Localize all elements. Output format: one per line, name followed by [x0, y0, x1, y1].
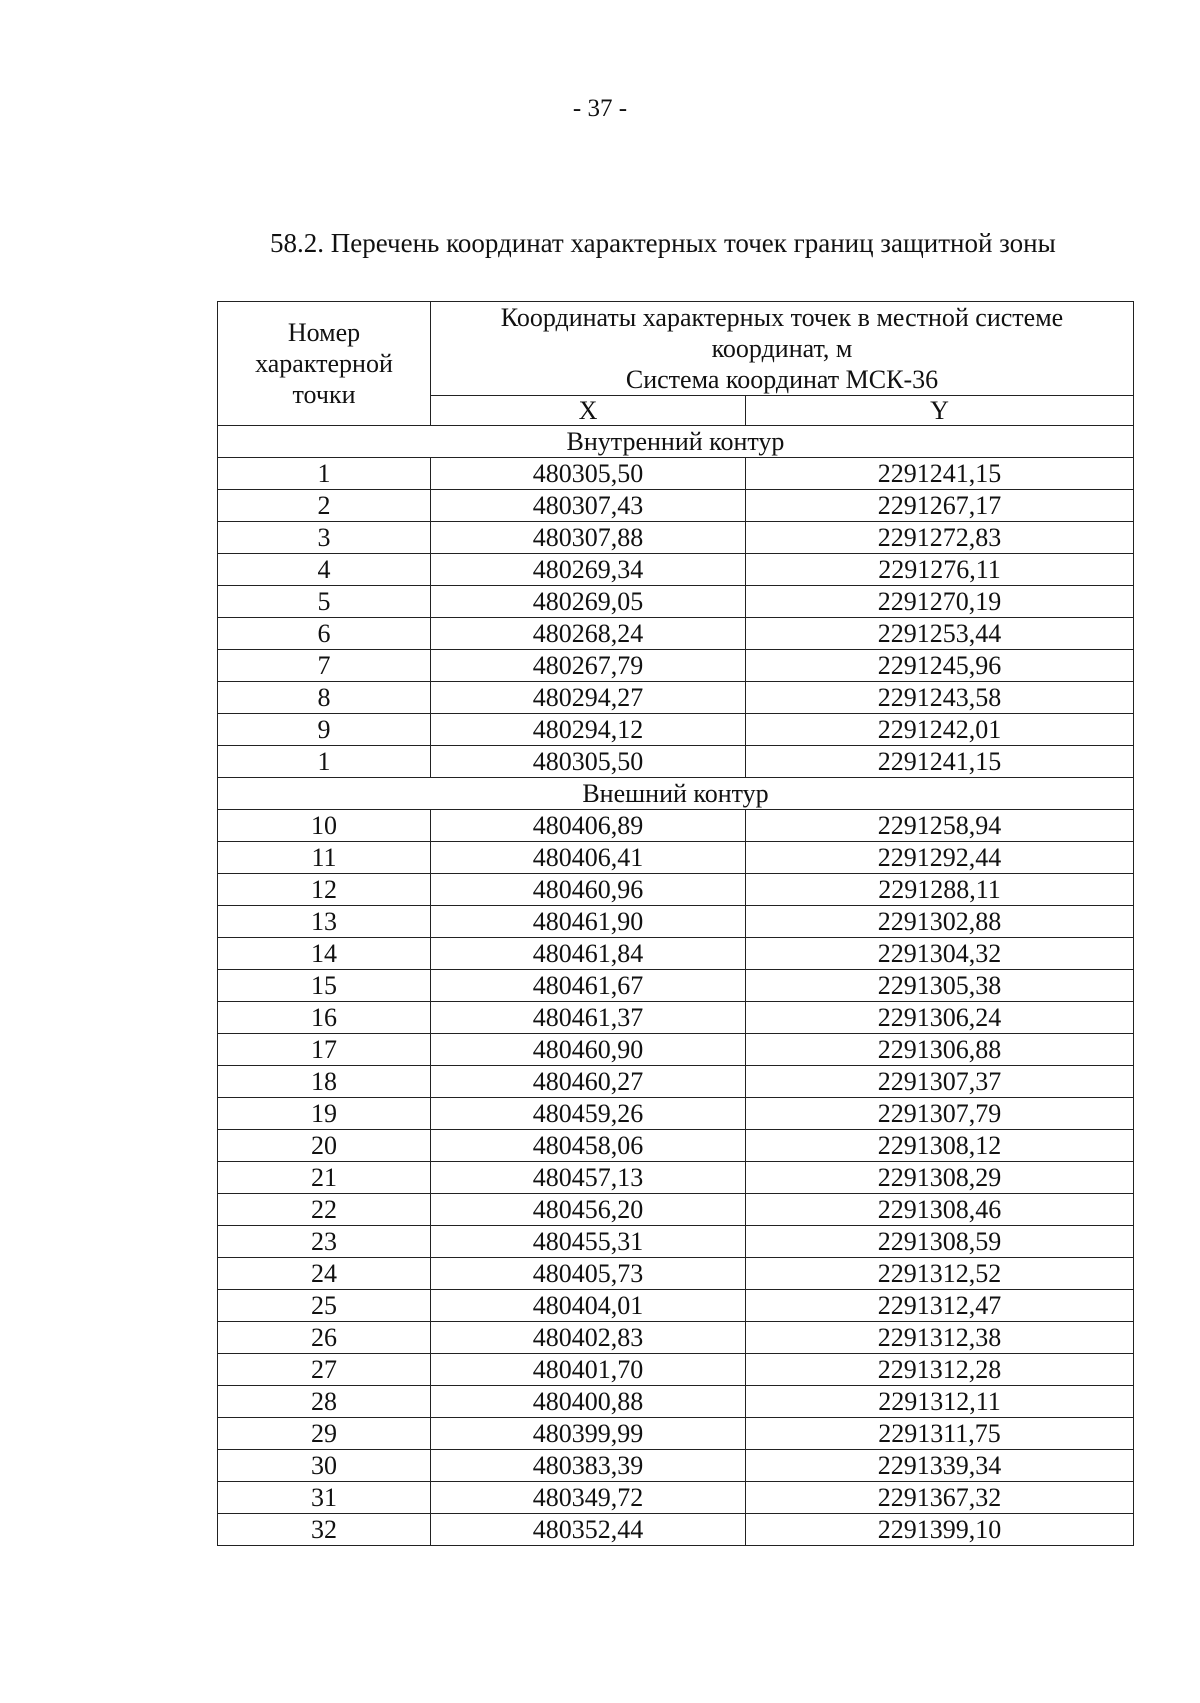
point-number-cell: 17	[218, 1034, 431, 1066]
y-coordinate-cell: 2291243,58	[746, 682, 1134, 714]
y-coordinate-cell: 2291292,44	[746, 842, 1134, 874]
y-coordinate-cell: 2291306,88	[746, 1034, 1134, 1066]
table-row	[218, 746, 1134, 778]
section-title: Внутренний контур	[218, 426, 1134, 458]
table-row	[218, 682, 1134, 714]
x-coordinate-cell: 480460,96	[431, 874, 746, 906]
y-coordinate-cell: 2291308,46	[746, 1194, 1134, 1226]
table-row	[218, 1098, 1134, 1130]
table-row	[218, 650, 1134, 682]
x-coordinate-cell: 480352,44	[431, 1514, 746, 1546]
y-coordinate-cell: 2291367,32	[746, 1482, 1134, 1514]
y-coordinate-cell: 2291311,75	[746, 1418, 1134, 1450]
x-coordinate-cell: 480400,88	[431, 1386, 746, 1418]
x-coordinate-cell: 480456,20	[431, 1194, 746, 1226]
x-coordinate-cell: 480401,70	[431, 1354, 746, 1386]
table-row	[218, 906, 1134, 938]
point-number-cell: 22	[218, 1194, 431, 1226]
x-coordinate-cell: 480461,37	[431, 1002, 746, 1034]
header-point-number-line: Номер	[287, 318, 361, 347]
x-coordinate-cell: 480406,89	[431, 810, 746, 842]
point-number-cell: 19	[218, 1098, 431, 1130]
y-coordinate-cell: 2291302,88	[746, 906, 1134, 938]
point-number-cell: 2	[218, 490, 431, 522]
y-coordinate-cell: 2291312,47	[746, 1290, 1134, 1322]
x-coordinate-cell: 480294,12	[431, 714, 746, 746]
table-row	[218, 490, 1134, 522]
y-coordinate-cell: 2291242,01	[746, 714, 1134, 746]
table-row	[218, 842, 1134, 874]
y-coordinate-cell: 2291308,29	[746, 1162, 1134, 1194]
table-row	[218, 1418, 1134, 1450]
y-coordinate-cell: 2291241,15	[746, 746, 1134, 778]
table-row	[218, 522, 1134, 554]
x-coordinate-cell: 480305,50	[431, 458, 746, 490]
point-number-cell: 8	[218, 682, 431, 714]
x-coordinate-cell: 480459,26	[431, 1098, 746, 1130]
x-coordinate-cell: 480460,27	[431, 1066, 746, 1098]
table-body	[218, 426, 1134, 1546]
point-number-cell: 25	[218, 1290, 431, 1322]
y-coordinate-cell: 2291270,19	[746, 586, 1134, 618]
section-title: Внешний контур	[218, 778, 1134, 810]
y-coordinate-cell: 2291305,38	[746, 970, 1134, 1002]
point-number-cell: 10	[218, 810, 431, 842]
y-coordinate-cell: 2291339,34	[746, 1450, 1134, 1482]
x-coordinate-cell: 480267,79	[431, 650, 746, 682]
x-coordinate-cell: 480406,41	[431, 842, 746, 874]
x-coordinate-cell: 480383,39	[431, 1450, 746, 1482]
x-coordinate-cell: 480294,27	[431, 682, 746, 714]
y-coordinate-cell: 2291312,11	[746, 1386, 1134, 1418]
y-coordinate-cell: 2291258,94	[746, 810, 1134, 842]
table-row	[218, 1226, 1134, 1258]
y-coordinate-cell: 2291307,37	[746, 1066, 1134, 1098]
point-number-cell: 15	[218, 970, 431, 1002]
table-row	[218, 938, 1134, 970]
point-number-cell: 6	[218, 618, 431, 650]
x-coordinate-cell: 480458,06	[431, 1130, 746, 1162]
point-number-cell: 16	[218, 1002, 431, 1034]
point-number-cell: 7	[218, 650, 431, 682]
point-number-cell: 21	[218, 1162, 431, 1194]
header-point-number	[218, 302, 431, 426]
table-row	[218, 1290, 1134, 1322]
table-row	[218, 1034, 1134, 1066]
table-row	[218, 874, 1134, 906]
x-coordinate-cell: 480461,67	[431, 970, 746, 1002]
y-coordinate-cell: 2291312,52	[746, 1258, 1134, 1290]
y-coordinate-cell: 2291245,96	[746, 650, 1134, 682]
page-number: - 37 -	[572, 95, 628, 122]
table-row	[218, 586, 1134, 618]
y-coordinate-cell: 2291267,17	[746, 490, 1134, 522]
x-coordinate-cell: 480404,01	[431, 1290, 746, 1322]
table-row	[218, 1194, 1134, 1226]
coordinates-table	[217, 301, 1134, 1546]
y-coordinate-cell: 2291306,24	[746, 1002, 1134, 1034]
x-coordinate-cell: 480461,84	[431, 938, 746, 970]
section-row	[218, 426, 1134, 458]
point-number-cell: 12	[218, 874, 431, 906]
y-coordinate-cell: 2291312,28	[746, 1354, 1134, 1386]
table-row	[218, 1514, 1134, 1546]
x-coordinate-cell: 480269,34	[431, 554, 746, 586]
y-coordinate-cell: 2291276,11	[746, 554, 1134, 586]
y-coordinate-cell: 2291288,11	[746, 874, 1134, 906]
header-coordinates-line: Система координат МСК-36	[625, 365, 939, 394]
section-row	[218, 778, 1134, 810]
table-row	[218, 1258, 1134, 1290]
x-coordinate-cell: 480455,31	[431, 1226, 746, 1258]
table-row	[218, 458, 1134, 490]
y-coordinate-cell: 2291312,38	[746, 1322, 1134, 1354]
header-coordinates-line: Координаты характерных точек в местной системе	[500, 303, 1064, 332]
table-row	[218, 618, 1134, 650]
header-coordinates-line: координат, м	[711, 334, 853, 363]
table-row	[218, 970, 1134, 1002]
point-number-cell: 14	[218, 938, 431, 970]
point-number-cell: 30	[218, 1450, 431, 1482]
point-number-cell: 18	[218, 1066, 431, 1098]
y-coordinate-cell: 2291308,59	[746, 1226, 1134, 1258]
point-number-cell: 32	[218, 1514, 431, 1546]
table-row	[218, 1066, 1134, 1098]
header-point-number-line: точки	[292, 380, 356, 409]
x-coordinate-cell: 480405,73	[431, 1258, 746, 1290]
table-row	[218, 1002, 1134, 1034]
point-number-cell: 26	[218, 1322, 431, 1354]
header-x: X	[431, 396, 746, 426]
y-coordinate-cell: 2291241,15	[746, 458, 1134, 490]
y-coordinate-cell: 2291304,32	[746, 938, 1134, 970]
table-row	[218, 554, 1134, 586]
x-coordinate-cell: 480461,90	[431, 906, 746, 938]
x-coordinate-cell: 480268,24	[431, 618, 746, 650]
point-number-cell: 9	[218, 714, 431, 746]
x-coordinate-cell: 480307,88	[431, 522, 746, 554]
point-number-cell: 20	[218, 1130, 431, 1162]
table-row	[218, 1482, 1134, 1514]
point-number-cell: 1	[218, 746, 431, 778]
y-coordinate-cell: 2291307,79	[746, 1098, 1134, 1130]
x-coordinate-cell: 480457,13	[431, 1162, 746, 1194]
table-row	[218, 1322, 1134, 1354]
table-row	[218, 1386, 1134, 1418]
table-row	[218, 1130, 1134, 1162]
table-row	[218, 714, 1134, 746]
table-row	[218, 1450, 1134, 1482]
point-number-cell: 1	[218, 458, 431, 490]
point-number-cell: 24	[218, 1258, 431, 1290]
point-number-cell: 29	[218, 1418, 431, 1450]
point-number-cell: 31	[218, 1482, 431, 1514]
x-coordinate-cell: 480399,99	[431, 1418, 746, 1450]
header-y: Y	[746, 396, 1134, 426]
table-row	[218, 1354, 1134, 1386]
y-coordinate-cell: 2291308,12	[746, 1130, 1134, 1162]
point-number-cell: 5	[218, 586, 431, 618]
point-number-cell: 23	[218, 1226, 431, 1258]
x-coordinate-cell: 480307,43	[431, 490, 746, 522]
table-header	[218, 302, 1134, 426]
point-number-cell: 13	[218, 906, 431, 938]
x-coordinate-cell: 480460,90	[431, 1034, 746, 1066]
table-row	[218, 1162, 1134, 1194]
point-number-cell: 4	[218, 554, 431, 586]
y-coordinate-cell: 2291272,83	[746, 522, 1134, 554]
page-title: 58.2. Перечень координат характерных точек границ защитной зоны	[270, 228, 1056, 258]
point-number-cell: 3	[218, 522, 431, 554]
table-row	[218, 810, 1134, 842]
header-coordinates	[431, 302, 1134, 396]
x-coordinate-cell: 480349,72	[431, 1482, 746, 1514]
x-coordinate-cell: 480269,05	[431, 586, 746, 618]
point-number-cell: 11	[218, 842, 431, 874]
point-number-cell: 28	[218, 1386, 431, 1418]
header-point-number-line: характерной	[255, 349, 393, 378]
point-number-cell: 27	[218, 1354, 431, 1386]
x-coordinate-cell: 480305,50	[431, 746, 746, 778]
y-coordinate-cell: 2291399,10	[746, 1514, 1134, 1546]
y-coordinate-cell: 2291253,44	[746, 618, 1134, 650]
x-coordinate-cell: 480402,83	[431, 1322, 746, 1354]
